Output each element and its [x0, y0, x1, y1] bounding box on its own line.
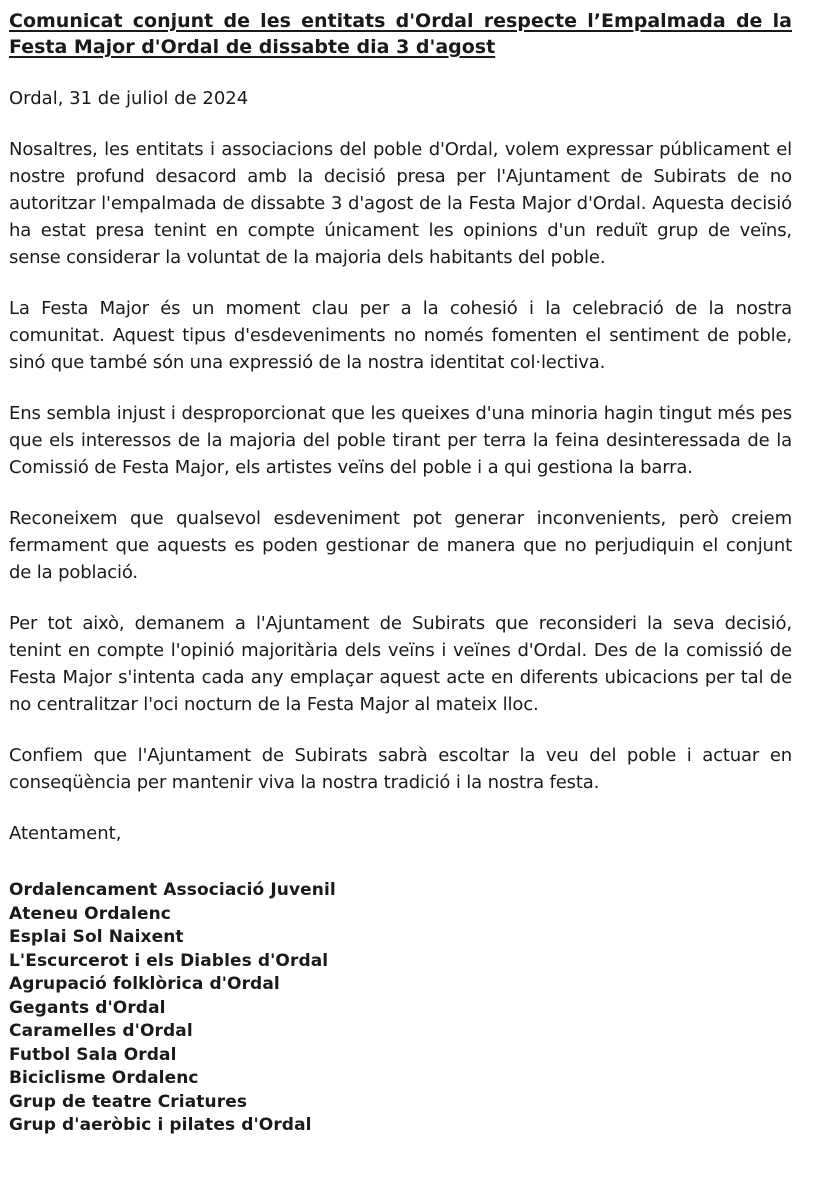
signatory: Caramelles d'Ordal — [9, 1021, 193, 1041]
signatories-list — [9, 879, 792, 1138]
paragraph-4: Reconeixem que qualsevol esdeveniment pot generar inconvenients, però creiem fermament que aquests es poden gestionar de manera que no perjudiquin el conjunt de la població. — [9, 508, 792, 583]
paragraph-5: Per tot això, demanem a l'Ajuntament de Subirats que reconsideri la seva decisió, tenint en compte l'opinió majoritària dels veïns i veïnes d'Ordal. Des de la comissió de Festa Major s'intenta cada any emplaçar aquest acte en diferents ubicacions per tal de no centralitzar l'oci nocturn de la Festa Major al mateix lloc. — [9, 613, 792, 715]
closing-line: Atentament, — [9, 823, 122, 844]
document-page — [9, 0, 792, 1138]
signatory: Esplai Sol Naixent — [9, 927, 184, 947]
signatory: Biciclisme Ordalenc — [9, 1068, 199, 1088]
signatory: Futbol Sala Ordal — [9, 1044, 177, 1065]
signatory: L'Escurcerot i els Diables d'Ordal — [9, 950, 329, 971]
signatory: Grup de teatre Criatures — [9, 1091, 248, 1112]
document-title: Comunicat conjunt de les entitats d'Ordal respecte l’Empalmada de la Festa Major d'Ordal de dissabte dia 3 d'agost — [9, 10, 792, 58]
paragraph-6: Confiem que l'Ajuntament de Subirats sabrà escoltar la veu del poble i actuar en conseqüència per mantenir viva la nostra tradició i la nostra festa. — [9, 745, 792, 793]
signatory: Ordalencament Associació Juvenil — [9, 880, 336, 900]
signatory: Gegants d'Ordal — [9, 997, 166, 1018]
date-line: Ordal, 31 de juliol de 2024 — [9, 88, 249, 109]
signatory: Grup d'aeròbic i pilates d'Ordal — [9, 1115, 312, 1135]
paragraph-3: Ens sembla injust i desproporcionat que les queixes d'una minoria hagin tingut més pes que els interessos de la majoria del poble tirant per terra la feina desinteressada de la Comissió de Festa Major, els artistes veïns del poble i a qui gestiona la barra. — [9, 403, 792, 478]
signatory: Ateneu Ordalenc — [9, 903, 171, 924]
paragraph-1: Nosaltres, les entitats i associacions del poble d'Ordal, volem expressar públicament el nostre profund desacord amb la decisió presa per l'Ajuntament de Subirats de no autoritzar l'empalmada de dissabte 3 d'agost de la Festa Major d'Ordal. Aquesta decisió ha estat presa tenint en compte únicament les opinions d'un reduït grup de veïns, sense considerar la voluntat de la majoria dels habitants del poble. — [9, 139, 792, 268]
signatory: Agrupació folklòrica d'Ordal — [9, 974, 280, 994]
paragraph-2: La Festa Major és un moment clau per a la cohesió i la celebració de la nostra comunitat. Aquest tipus d'esdeveniments no només fomenten el sentiment de poble, sinó que també són una expressió de la nostra identitat col·lectiva. — [9, 298, 792, 373]
